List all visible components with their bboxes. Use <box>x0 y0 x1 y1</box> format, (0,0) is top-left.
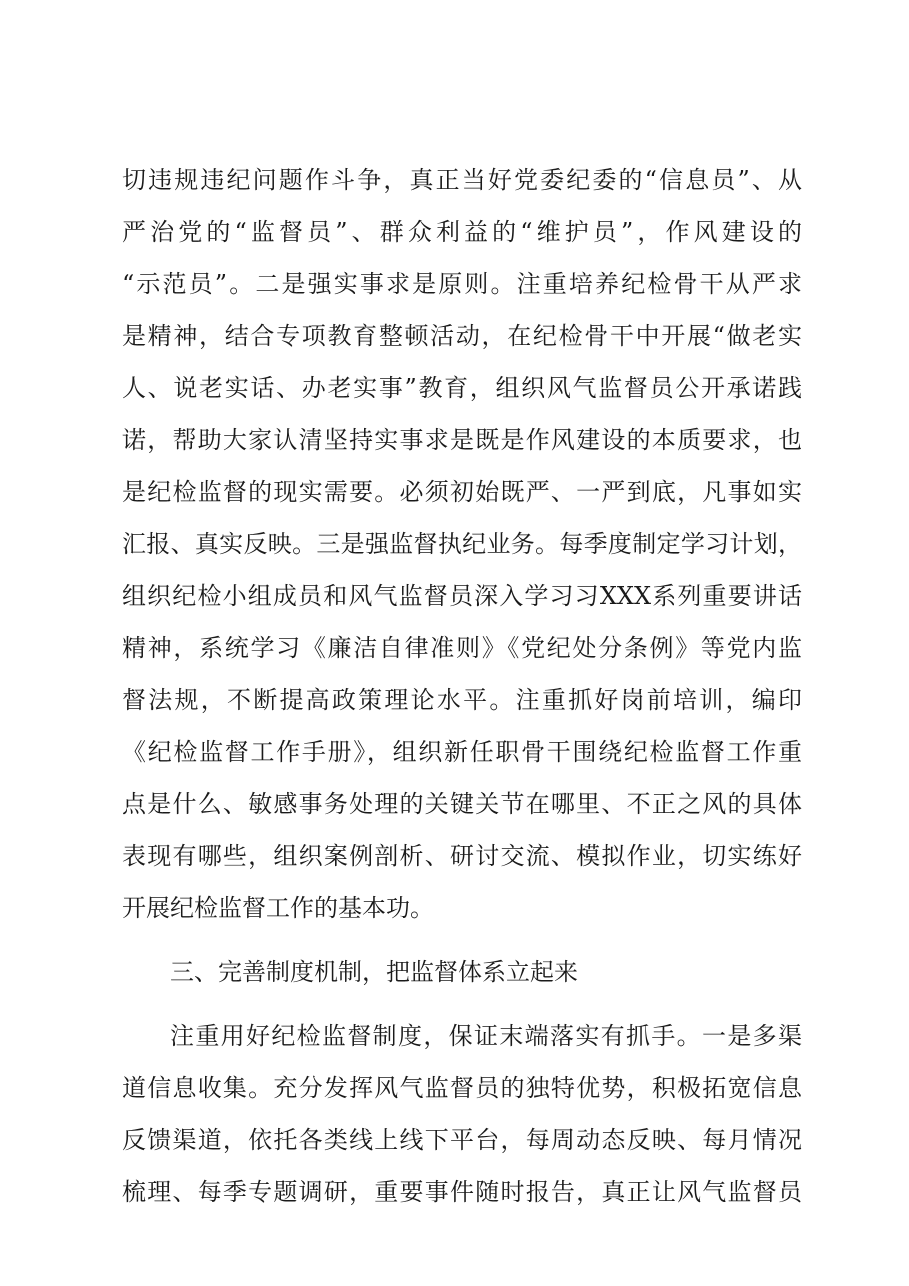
paragraph-line: 切违规违纪问题作斗争，真正当好党委纪委的“信息员”、从 <box>122 166 802 194</box>
paragraph-line: 道信息收集。充分发挥风气监督员的独特优势，积极拓宽信息 <box>122 1074 802 1102</box>
paragraph-line: 诺，帮助大家认清坚持实事求是既是作风建设的本质要求，也 <box>122 426 802 454</box>
paragraph-line: 开展纪检监督工作的基本功。 <box>122 894 434 922</box>
paragraph-line: 组织纪检小组成员和风气监督员深入学习习XXX系列重要讲话 <box>122 582 802 610</box>
paragraph-line: 《纪检监督工作手册》，组织新任职骨干围绕纪检监督工作重 <box>122 738 802 766</box>
paragraph-line: 是纪检监督的现实需要。必须初始既严、一严到底，凡事如实 <box>122 478 802 506</box>
paragraph-line: 点是什么、敏感事务处理的关键关节在哪里、不正之风的具体 <box>122 790 802 818</box>
paragraph-line: 精神，系统学习《廉洁自律准则》《党纪处分条例》等党内监 <box>122 634 802 662</box>
paragraph-line: 注重用好纪检监督制度，保证末端落实有抓手。一是多渠 <box>170 1022 802 1050</box>
paragraph-line: 严治党的“监督员”、群众利益的“维护员”，作风建设的 <box>122 218 802 246</box>
paragraph-line: 是精神，结合专项教育整顿活动，在纪检骨干中开展“做老实 <box>122 322 802 350</box>
section-heading: 三、完善制度机制，把监督体系立起来 <box>170 958 578 986</box>
paragraph-line: 表现有哪些，组织案例剖析、研讨交流、模拟作业，切实练好 <box>122 842 802 870</box>
paragraph-line: 督法规，不断提高政策理论水平。注重抓好岗前培训，编印 <box>122 686 802 714</box>
paragraph-line: 反馈渠道，依托各类线上线下平台，每周动态反映、每月情况 <box>122 1126 802 1154</box>
paragraph-line: 人、说老实话、办老实事”教育，组织风气监督员公开承诺践 <box>122 374 802 402</box>
paragraph-line: 汇报、真实反映。三是强监督执纪业务。每季度制定学习计划， <box>122 530 802 558</box>
paragraph-line: 梳理、每季专题调研，重要事件随时报告，真正让风气监督员 <box>122 1178 802 1206</box>
paragraph-line: “示范员”。二是强实事求是原则。注重培养纪检骨干从严求 <box>122 270 802 298</box>
